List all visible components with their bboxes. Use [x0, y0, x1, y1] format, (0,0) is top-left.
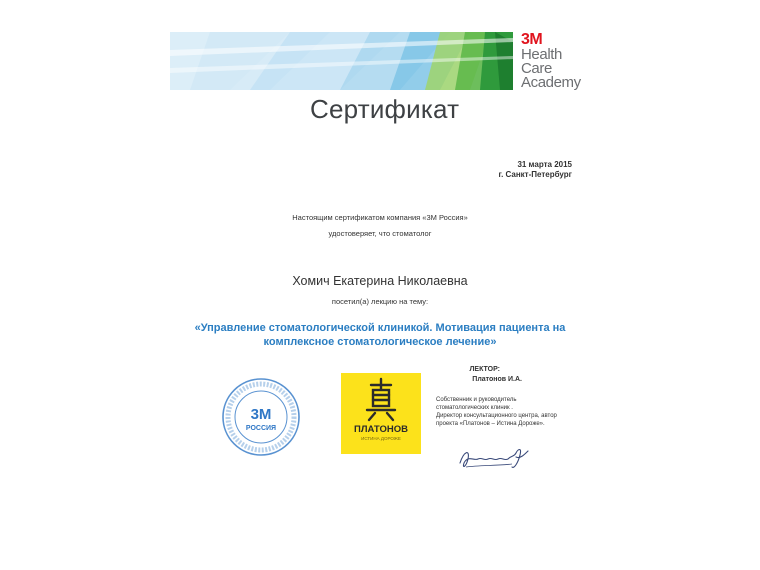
lecturer-description	[436, 396, 576, 428]
certificate-date: 31 марта 2015	[517, 160, 572, 169]
brand-logo-block	[521, 32, 581, 90]
lecturer-signature	[456, 443, 530, 473]
lecturer-desc-line-1: Собственник и руководитель	[436, 397, 517, 403]
brand-line-academy: Academy	[521, 74, 581, 91]
brand-line-health: Health	[521, 46, 562, 63]
certificate-city: г. Санкт-Петербург	[498, 170, 572, 179]
platonov-logo	[341, 373, 421, 454]
lecture-topic	[180, 321, 580, 349]
brand-line-care: Care	[521, 60, 552, 77]
header-banner-graphic	[170, 32, 513, 90]
topic-line-2: комплексное стоматологическое лечение»	[263, 336, 497, 348]
topic-line-1: «Управление стоматологической клиникой. Мотивация пациента на	[194, 322, 566, 334]
recipient-name: Хомич Екатерина Николаевна	[292, 274, 468, 288]
lecturer-desc-line-2: стоматологических клиник .	[436, 405, 513, 411]
seal-russia-text: РОССИЯ	[245, 425, 277, 432]
seal-3m-logo: 3M	[250, 406, 272, 423]
certificate-title: Сертификат	[310, 94, 460, 124]
company-seal-stamp	[221, 377, 301, 457]
lecturer-label: ЛЕКТОР:	[469, 366, 500, 373]
lecturer-desc-line-3: Директор консультационного центра, автор	[436, 413, 557, 419]
attended-text: посетил(а) лекцию на тему:	[331, 297, 429, 306]
intro-text	[0, 213, 760, 239]
lecturer-desc-line-4: проекта «Платонов – Истина Дороже».	[436, 421, 545, 427]
lecturer-name: Платонов И.А.	[472, 376, 522, 383]
platonov-name: ПЛАТОНОВ	[354, 424, 408, 435]
platonov-tagline: ИСТИНА ДОРОЖЕ	[361, 436, 401, 441]
intro-line-2: удостоверяет, что стоматолог	[328, 229, 432, 238]
brand-3m-logo: 3M	[521, 31, 543, 48]
certificate-date-block	[499, 160, 572, 180]
intro-line-1: Настоящим сертификатом компания «3М Россия»	[292, 213, 468, 222]
